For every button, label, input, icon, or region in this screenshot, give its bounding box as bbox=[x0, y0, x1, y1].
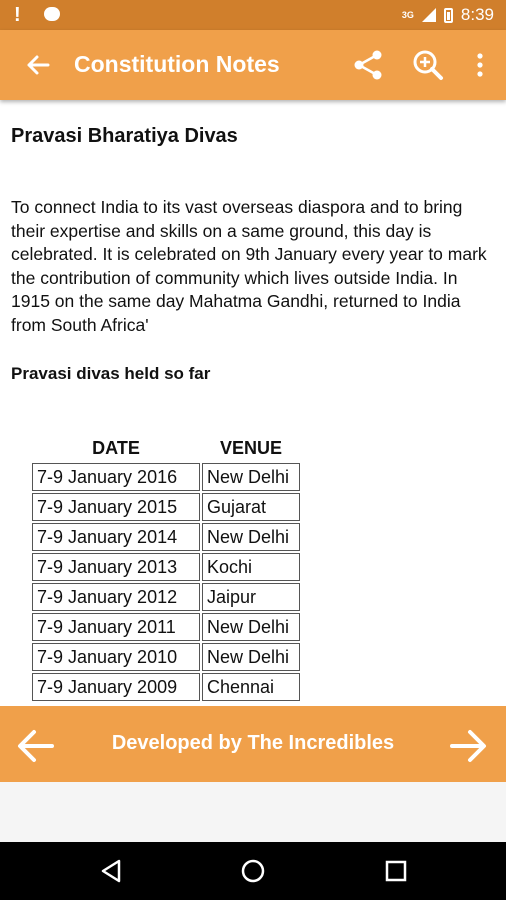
table-row bbox=[32, 463, 300, 491]
table-row bbox=[32, 523, 300, 551]
share-icon[interactable] bbox=[350, 47, 386, 83]
overflow-menu-icon[interactable] bbox=[462, 47, 498, 83]
table-cell-date: 7-9 January 2015 bbox=[32, 493, 200, 521]
table-cell-date: 7-9 January 2010 bbox=[32, 643, 200, 671]
clock: 8:39 bbox=[460, 5, 494, 24]
table-header-venue: VENUE bbox=[219, 438, 282, 458]
back-arrow-icon[interactable] bbox=[20, 47, 56, 83]
nav-home-icon[interactable] bbox=[239, 857, 267, 885]
developer-credit: Developed by The Incredibles bbox=[111, 732, 395, 754]
navigation-bar bbox=[0, 842, 506, 900]
table-row bbox=[32, 583, 300, 611]
table-row bbox=[32, 613, 300, 641]
note-subheading: Pravasi divas held so far bbox=[11, 364, 211, 383]
ad-area bbox=[0, 782, 506, 842]
zoom-in-icon[interactable] bbox=[410, 47, 446, 83]
table-row bbox=[32, 673, 300, 701]
nav-recents-icon[interactable] bbox=[382, 857, 410, 885]
network-type: 3G bbox=[401, 10, 414, 20]
nav-back-icon[interactable] bbox=[97, 857, 125, 885]
table-cell-date: 7-9 January 2016 bbox=[32, 463, 200, 491]
table-cell-date: 7-9 January 2014 bbox=[32, 523, 200, 551]
table-cell-venue: New Delhi bbox=[202, 613, 300, 641]
note-paragraph: To connect India to its vast overseas diaspora and to bring their expertise and skills on a same ground, this day is celebrated. It is celebrated on 9th January every year to mark the contribution of community which lives outside India. In 1915 on the same day Mahatma Gandhi, returned to India from South Africa' bbox=[11, 197, 487, 335]
table-cell-venue: New Delhi bbox=[202, 463, 300, 491]
note-content[interactable] bbox=[0, 100, 506, 706]
table-cell-venue: Kochi bbox=[202, 553, 300, 581]
battery-icon bbox=[444, 8, 453, 23]
table-row bbox=[32, 643, 300, 671]
table-cell-date: 7-9 January 2012 bbox=[32, 583, 200, 611]
table-cell-date: 7-9 January 2009 bbox=[32, 673, 200, 701]
chat-notification-icon bbox=[44, 7, 60, 21]
note-heading: Pravasi Bharatiya Divas bbox=[11, 125, 238, 147]
app-bar bbox=[0, 30, 506, 100]
table-header-date: DATE bbox=[92, 438, 140, 458]
notification-alert-icon: ! bbox=[14, 4, 21, 26]
app-title: Constitution Notes bbox=[74, 51, 280, 77]
table-header-row bbox=[32, 436, 300, 461]
table-cell-venue: Gujarat bbox=[202, 493, 300, 521]
status-indicators bbox=[402, 5, 494, 25]
table-row bbox=[32, 553, 300, 581]
table-cell-venue: Jaipur bbox=[202, 583, 300, 611]
bottom-bar bbox=[0, 706, 506, 782]
table-cell-date: 7-9 January 2013 bbox=[32, 553, 200, 581]
table-cell-date: 7-9 January 2011 bbox=[32, 613, 200, 641]
next-arrow-icon[interactable] bbox=[446, 724, 490, 768]
status-bar bbox=[0, 0, 506, 30]
table-row bbox=[32, 493, 300, 521]
table-cell-venue: Chennai bbox=[202, 673, 300, 701]
table-cell-venue: New Delhi bbox=[202, 523, 300, 551]
divas-table bbox=[30, 434, 302, 703]
signal-icon bbox=[422, 8, 436, 22]
table-cell-venue: New Delhi bbox=[202, 643, 300, 671]
